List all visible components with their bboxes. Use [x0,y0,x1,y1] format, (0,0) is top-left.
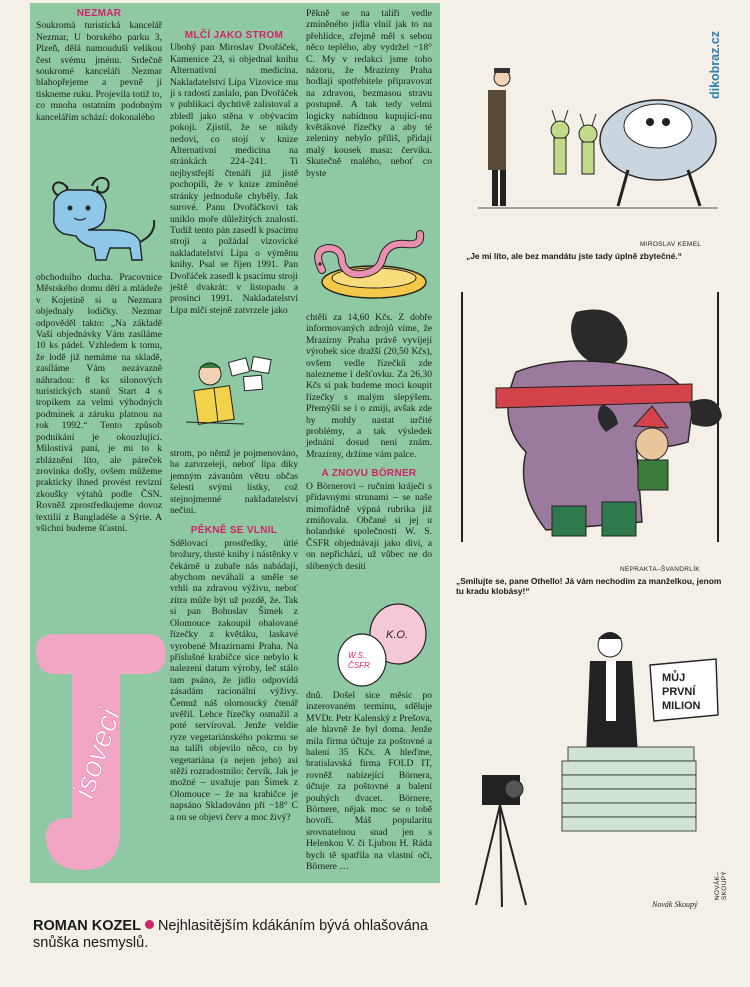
worm-on-plate-illustration [302,230,434,308]
credit-neprakta: NEPRAKTA–ŠVANDRLÍK [620,566,700,573]
cartoon-aliens-robot [468,30,723,230]
cartoon-signature: Novák Skoupý [652,900,698,909]
column-nezmar-cont [36,272,162,534]
col3-text-d: dnů. Došel sice měsíc po inzerovaném termínu, sděluje MVDr. Petr Kalenský z Prešova, ale hlavně že byl doma. Jenže mila firma účtuje za poštovné a balení 35 Kčs. A hleďme, bratislavská firma FOLD IT, rovněž nabízející Börnera, účtuje za poštovné a balení pouhých dvacet. Börnere, Börnere, nějak moc se o tobě hovoří. Máš popularitu srovnatelnou snad jen s Helenkou V. či Ljubou H. Ráda bych tě spatřila na vlastní oči, Börnere … [306,690,432,873]
col3-text-b: chtěli za 14,60 Kčs. Z dobře informovaných zdrojů víme, že Mrazírny Praha právě vyvíjejí výrobek sice dražší (20,50 Kčs), ovšem vedle řízečků zde nalezneme i dešťovku. Za 26,30 Kčs si pak budeme moci koupit řízečky s malým slepýšem. Přemýšlí se i o zmiji, avšak zde by mohly nastat určité problémy, a tak výsledek jednání dosud není znám. Mrazírny, držíme vám palce. [306,312,432,460]
vlnil-text: Sdělovací prostředky, útlé brožury, tlusté knihy i nástěnky v čekárně u zubaře nás nabádají, abychom neváhali a směle se vrhli na zdravou výživu, neboť zítra může být už pozdě, že. Tak si pan Bohuslav Šimek z Olomouce zakoupil obalované řízečky z květáku, laskavé vyrobené Mrazírnami Praha. Na příslušné krabičce sice nebylo k nalezení datum výroby, leč stálo tam psáno, že jídlo odpovídá zásadám racionální výživy. Čemuž náš olomoucký čtenář uvěřil. Lehce řízečky osmažil a poté servíroval. Jenže veldie ryze vegetariánského pokrmu se na talíři objevilo něco, co by vegetariána (a nejen jeho) asi stěží rozradostnilo: červík. Jak je možné – uvažuje pan Šimek z Olomouce – že na krabičce je napsáno Skladováno při −18° C a on se objeví červ a moc živý? [170,537,298,823]
watermark: dikobraz.cz [708,30,723,100]
sign-line-2: PRVNÍ [662,686,696,698]
column-mlci-jako-strom [170,30,298,316]
reader-with-book-illustration [174,352,284,432]
svg-text:W.S.: W.S. [348,651,366,660]
heading-nezmar: NEZMAR [76,8,122,19]
column-three-end [306,690,432,873]
sign-line-3: MILION [662,700,701,712]
col3-text-a: Pěkně se na talíři vedle zmíněného jídla vlnil jak to na přehlídce, zřejmě měl s sebou něco teplého, aby vydržel −18° C. My v redakci jsme toho názoru, že Mrazírny Praha hodlají spotřebitele připravovat na zdravou, bezmasou stravu postupně. A tak tedy velmi logicky nabídnou kupující-mu květákové řízečky a aby té zeleniny nebylo příliš, přidají malý kousek masa: červíka. Skutečně malého, neboť co byste [306,8,432,179]
heading-mlci-jako-strom: MLČÍ JAKO STROM [184,30,284,41]
svg-text:ČSFR: ČSFR [348,661,370,670]
column-three-cont [306,312,432,572]
cat-illustration [40,168,160,268]
strom-text-b: strom, po němž je pojmenováno, ba zatvrzeleji, neboť lípa díky jemným závanům větru občas šelestí svými lístky, což stejnojmenné nakladatelství nečiní. [170,448,298,517]
heading-pekne-se-vlnil: PĚKNĚ SE VLNIL [190,525,278,537]
pink-bullet-icon [145,920,154,929]
col3-text-c: O Börnerovi – ručním kráječi s přídavnými strunami – se naše mimořádně výpná rubrika již zmiňovala. Občané si jej u holandské společnosti W. S. ČSFR objednávají jako divi, a on nepřichází, už vůbec ne do slíbených desíti [306,480,432,572]
caption-neprakta: „Smilujte se, pane Othello! Já vám nechodím za manželkou, jenom tu kradu klobásy!“ [456,576,722,596]
nezmar-text-a: Soukromá turistická kancelář Nezmar, U borského parku 3, Plzeň, dělá namouduši velikou čest svému jménu. Srdečně soukromé kanceláři Nezmar blahopřejeme a pevně jí tiskneme ruku. Projevila totiž to, co mnoha ostatním podobným kancelářím schází: dokonalého [36,20,162,123]
cartoon-first-million [462,625,722,915]
borner-heads-illustration [336,600,436,688]
column-three [306,8,432,179]
isoveci-logo [26,630,172,880]
footer-quote-block [33,918,453,952]
nezmar-text-b: obchodního ducha. Pracovnice Městského domu dětí a mládeže v Kojetíně si u Nezmara objednaly lodičky. Nezmar odpověděl takto: „Na základě Vaší objednávky Vám zasíláme 10 ks pádel. Vzhledem k tomu, že lodě již nemáme na skladě, zasíláme Vám nezávazně náhradou: 8 ks silonových turistických stanů Start 4 s tropikem za velmi výhodných podmínek a záruku platnou na rok 1992.“ Tento způsob podnikání je okouzlující. Milostivá paní, je mi to k zbláznění líto, ale páreček zrovinka došly, ovšem můžeme prakticky ihned provést revizní zkoušky výtahů podle ČSN. Rovněž zprostředkujeme dovoz textilií z Bangladéše a Sýrie. A všichni budeme šťastní. [36,272,162,534]
cartoon-othello [456,292,726,562]
svg-text:K.O.: K.O. [386,629,409,641]
caption-kemel: „Je mi líto, ale bez mandátu jste tady úplně zbytečné.“ [466,251,682,261]
sign-line-1: MŮJ [662,672,686,684]
column-nezmar [36,8,162,123]
credit-kemel: MIROSLAV KEMEL [640,241,702,248]
heading-a-znovu-borner: A ZNOVU BÖRNER [321,468,417,480]
quote-author: ROMAN KOZEL [33,918,141,934]
logo-text: isoveci [67,704,127,803]
credit-novak: NOVÁK–SKOUPÝ [714,871,728,900]
quote-text: Nejhlasitějším kdákáním bývá ohlašována snůška nesmyslů. [33,918,428,951]
column-strom-cont [170,448,298,823]
strom-text-a: Ubohý pan Miroslav Dvořáček, Kamenice 23, si objednal knihu Alternativní medicína. Nakladatelství Lípa Vizovice mu ji s radostí zaslalo, pan Dvořáček v publikaci dychtivě zalistoval a zbledl jako stěna v obývacím pokoji. Zjistil, že se nikdy nedoví, co stojí v knize Alternativní medicína na stránkách 224–241. Ti nejbystřejší čtenáři již jistě pochopili, že v knize zmíněné stránky jednoduše chyběly. Jak surové. Panu Dvořáčkovi tak uniklo moře důležitých znalostí. Tudíž tento pán zasedl k psacímu stroji a požádal vizovické nakladatelství Lípa o výměnu knihy. Psal se říjen 1991. Pan Dvořáček zasedl k psacímu stroji ještě dvakrát: v listopadu a prosinci 1991. Nakladatelství Lípa mlčí stejně zatvrzele jako [170,42,298,316]
